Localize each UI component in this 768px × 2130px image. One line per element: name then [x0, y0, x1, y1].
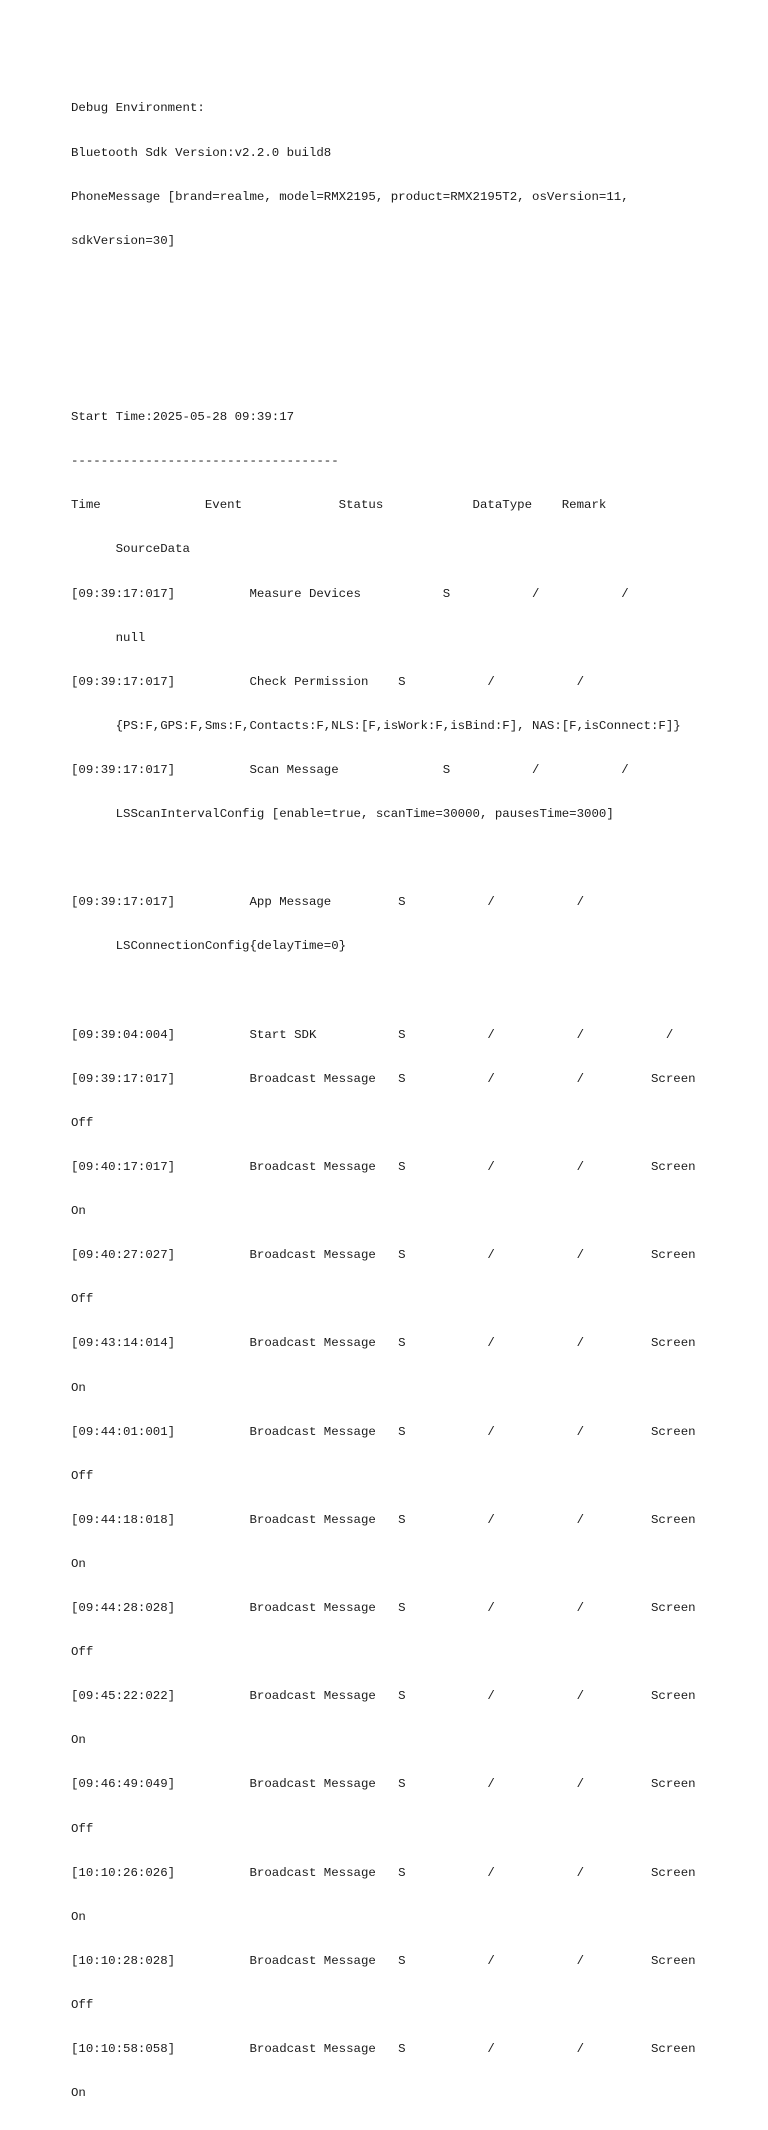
- log-line: Bluetooth Sdk Version:v2.2.0 build8: [71, 145, 332, 160]
- log-line: [09:44:18:018] Broadcast Message S / / Screen: [71, 1512, 696, 1527]
- log-line: [09:40:27:027] Broadcast Message S / / Screen: [71, 1248, 696, 1263]
- log-line: [09:40:17:017] Broadcast Message S / / Screen: [71, 1159, 696, 1174]
- log-line: {PS:F,GPS:F,Sms:F,Contacts:F,NLS:[F,isWork:F,isBind:F], NAS:[F,isConnect:F]}: [71, 718, 681, 733]
- log-line: On: [71, 2086, 86, 2101]
- log-line: [09:46:49:049] Broadcast Message S / / Screen: [71, 1777, 696, 1792]
- log-line: Debug Environment:: [71, 101, 205, 116]
- log-line: [71, 322, 696, 337]
- log-line: [09:39:17:017] Check Permission S / /: [71, 674, 585, 689]
- debug-log-text: [71, 72, 696, 2130]
- log-line: sdkVersion=30]: [71, 233, 176, 248]
- log-line: On: [71, 1204, 86, 1219]
- log-line: [71, 278, 696, 293]
- log-line: ------------------------------------: [71, 454, 339, 469]
- log-line: PhoneMessage [brand=realme, model=RMX2195, product=RMX2195T2, osVersion=11,: [71, 189, 629, 204]
- log-line: Off: [71, 1645, 94, 1660]
- log-line: [10:10:58:058] Broadcast Message S / / Screen: [71, 2042, 696, 2057]
- log-line: [71, 366, 696, 381]
- log-line: Off: [71, 1821, 94, 1836]
- log-line: On: [71, 1556, 86, 1571]
- log-line: [10:10:28:028] Broadcast Message S / / Screen: [71, 1953, 696, 1968]
- log-line: Time Event Status DataType Remark: [71, 498, 607, 513]
- log-line: Off: [71, 1468, 94, 1483]
- log-line: [09:39:17:017] Broadcast Message S / / Screen: [71, 1071, 696, 1086]
- log-line: On: [71, 1733, 86, 1748]
- log-line: LSConnectionConfig{delayTime=0}: [71, 939, 347, 954]
- log-line: Off: [71, 1292, 94, 1307]
- log-line: On: [71, 1380, 86, 1395]
- log-line: Start Time:2025-05-28 09:39:17: [71, 410, 295, 425]
- log-line: [09:39:17:017] App Message S / /: [71, 895, 585, 910]
- log-line: SourceData: [71, 542, 190, 557]
- log-line: [09:44:01:001] Broadcast Message S / / Screen: [71, 1424, 696, 1439]
- log-line: Off: [71, 1998, 94, 2013]
- log-line: [71, 851, 696, 866]
- log-line: LSScanIntervalConfig [enable=true, scanTime=30000, pausesTime=3000]: [71, 807, 614, 822]
- log-line: [09:39:17:017] Scan Message S / /: [71, 763, 629, 777]
- log-line: [09:43:14:014] Broadcast Message S / / Screen: [71, 1336, 696, 1351]
- log-line: [09:45:22:022] Broadcast Message S / / Screen: [71, 1689, 696, 1704]
- log-line: [71, 984, 696, 999]
- log-line: [10:10:26:026] Broadcast Message S / / Screen: [71, 1865, 696, 1880]
- log-line: [09:44:28:028] Broadcast Message S / / Screen: [71, 1601, 696, 1616]
- log-line: null: [71, 630, 146, 645]
- log-line: [09:39:04:004] Start SDK S / / /: [71, 1027, 674, 1042]
- log-line: [09:39:17:017] Measure Devices S / /: [71, 586, 629, 601]
- log-line: On: [71, 1909, 86, 1924]
- log-line: Off: [71, 1115, 94, 1130]
